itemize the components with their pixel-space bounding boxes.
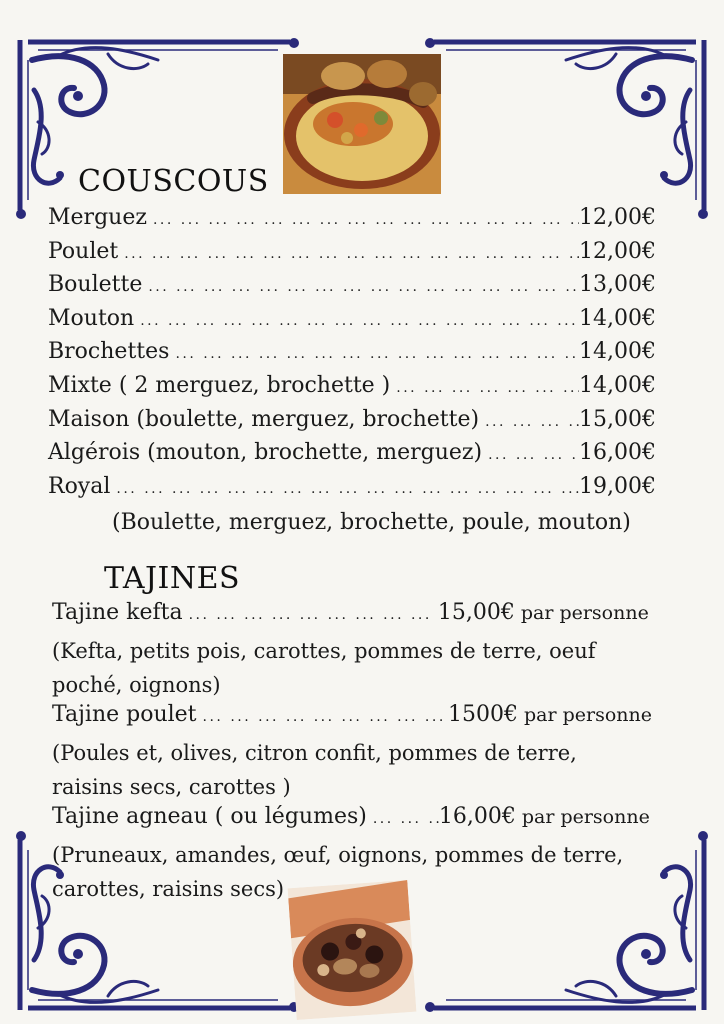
dot-leader (118, 246, 579, 262)
menu-item-price: 15,00€ (437, 600, 515, 625)
dot-leader (110, 481, 579, 497)
menu-item-description: (Kefta, petits pois, carottes, pommes de terre, oeuf poché, oignons) (52, 639, 596, 697)
menu-item-name: Brochettes (48, 339, 170, 365)
dot-leader (142, 279, 579, 295)
menu-item-poulet (48, 239, 656, 273)
menu-item-price: 14,00€ (579, 305, 656, 331)
menu-item-brochettes (48, 339, 656, 373)
couscous-menu-list (48, 205, 656, 507)
menu-item-mouton (48, 306, 656, 340)
menu-item-price: 15,00€ (579, 406, 656, 432)
menu-item-price: 12,00€ (579, 205, 656, 230)
menu-item-name: Poulet (48, 238, 119, 264)
menu-item-name: Royal (48, 473, 111, 499)
menu-item-name: Algérois (mouton, brochette, merguez) (48, 440, 483, 466)
menu-item-price: 19,00€ (579, 473, 656, 499)
ornamental-corner-top-left-icon (8, 30, 308, 230)
menu-item-price: 14,00€ (579, 372, 656, 398)
menu-item-mixte (48, 373, 656, 407)
menu-item-royal (48, 474, 656, 508)
menu-item-description: (Pruneaux, amandes, œuf, oignons, pommes de terre, carottes, raisins secs) (52, 843, 624, 901)
ornamental-corner-top-right-icon (416, 30, 716, 230)
menu-item-name: Merguez (48, 205, 147, 230)
menu-item-maison (48, 407, 656, 441)
dot-leader (367, 811, 439, 827)
couscous-section-title: COUSCOUS (78, 164, 269, 199)
menu-item-price: 1500€ (447, 702, 518, 727)
price-unit: par personne (520, 602, 649, 624)
dot-leader (183, 607, 438, 623)
menu-item-name: Maison (boulette, merguez, brochette) (48, 406, 480, 432)
menu-item-tajine-poulet (52, 702, 652, 804)
menu-item-price: 16,00€ (438, 804, 516, 829)
dot-leader (197, 709, 448, 725)
menu-item-name: Mouton (48, 305, 135, 331)
menu-item-description: (Poules et, olives, citron confit, pommes de terre, raisins secs, carottes ) (52, 741, 577, 799)
royal-ingredients-note: (Boulette, merguez, brochette, poule, mouton) (112, 510, 631, 535)
menu-item-merguez (48, 205, 656, 239)
menu-item-name: Tajine poulet (52, 702, 197, 727)
price-unit: par personne (521, 806, 650, 828)
tajines-menu-list (52, 600, 652, 906)
tajines-section-title: TAJINES (104, 561, 241, 596)
dot-leader (482, 447, 579, 463)
dot-leader (147, 212, 579, 228)
menu-item-name: Mixte ( 2 merguez, brochette ) (48, 372, 391, 398)
couscous-dish-photo (283, 54, 441, 194)
dot-leader (134, 313, 579, 329)
price-unit: par personne (523, 704, 652, 726)
menu-item-name: Tajine kefta (52, 600, 183, 625)
menu-item-boulette (48, 272, 656, 306)
menu-item-tajine-kefta (52, 600, 652, 702)
dot-leader (479, 414, 579, 430)
menu-item-price: 16,00€ (579, 440, 656, 466)
menu-item-name: Tajine agneau ( ou légumes) (52, 804, 367, 829)
menu-item-name: Boulette (48, 272, 143, 298)
menu-item-algerois (48, 440, 656, 474)
menu-item-price: 12,00€ (579, 238, 656, 264)
menu-item-price: 14,00€ (579, 339, 656, 365)
dot-leader (390, 380, 579, 396)
menu-item-price: 13,00€ (579, 272, 656, 298)
dot-leader (169, 346, 579, 362)
tajine-dish-photo (288, 880, 417, 1020)
